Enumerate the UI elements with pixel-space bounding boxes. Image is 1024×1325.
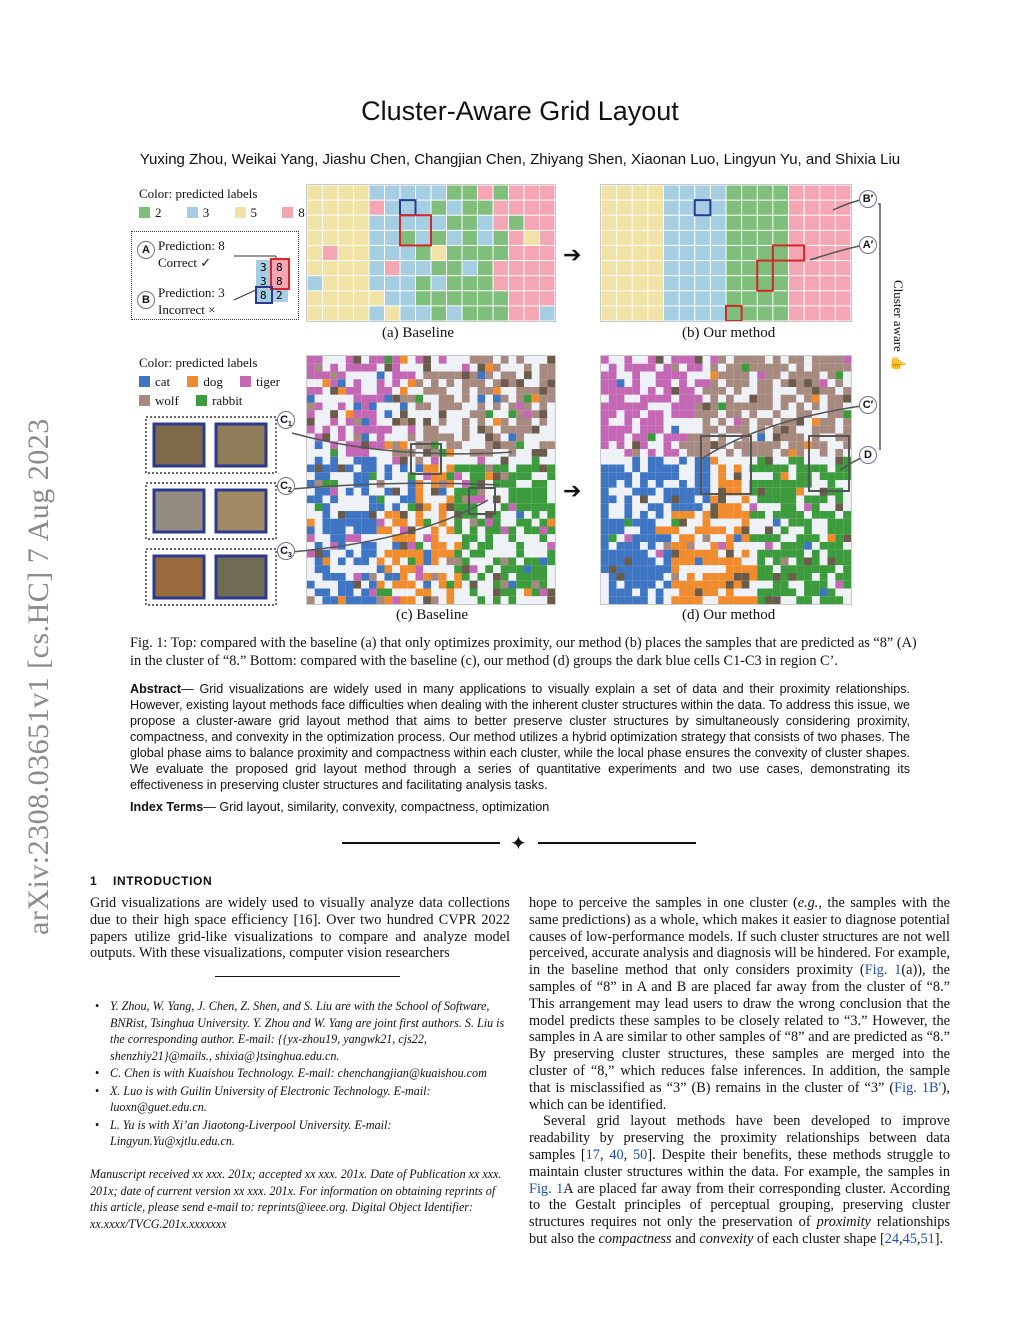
- diamond-ornament-icon: ✦: [510, 833, 527, 855]
- citation-link[interactable]: 45: [902, 1230, 917, 1247]
- label-a: (a) Baseline: [382, 325, 455, 341]
- swatch-icon: [139, 207, 150, 218]
- intro-left-column: Grid visualizations are widely used to visually analyze data collections due to their high space efficiency [16]. Over two hundred CVPR 2022 papers utilize grid-like visualizations to compare and analyze model outputs. With these visualizations, computer vision researchers: [90, 895, 510, 962]
- citation-link[interactable]: 24: [884, 1230, 900, 1247]
- author-list: Yuxing Zhou, Weikai Yang, Jiashu Chen, Changjian Chen, Zhiyang Shen, Xiaonan Luo, Lingyun Yu, and Shixia Liu: [139, 151, 901, 168]
- legend-item-cat: cat: [139, 374, 170, 389]
- label-c: (c) Baseline: [396, 607, 469, 623]
- swatch-icon: [196, 395, 207, 406]
- paragraph: hope to perceive the samples in one cluster (e.g., the samples with the same predictions) as a whole, which makes it easier to diagnose potential causes of low-performance models. If such cluster structures are not well perceived, accurate analysis and diagnosis will be hindered. For example, in the baseline method that only considers proximity (Fig. 1(a)), the samples of “8” in A and B are placed far away from the cluster of “8.” This arrangement may lead users to draw the wrong conclusion that the model predicts these samples to be closely related to “3.” However, the samples in A are similar to other samples of “8” and are predicted as “8.” By preserving cluster structures, these samples are merged into the cluster of “8,” which reduces false inferences. In addition, the sample that is misclassified as “3” (B) remains in the cluster of “3” (Fig. 1B′), which can be identified.: [529, 895, 950, 1113]
- marker-c3: $C_3$: [277, 542, 295, 560]
- section-heading: [90, 874, 212, 888]
- svg-text:3: 3: [260, 275, 267, 288]
- manuscript-note: Manuscript received xx xxx. 201x; accepted xx xxx. 201x. Date of Publication xx xxx. 201x; date of current version xx xxx. 201x. For information on obtaining reprints of this article, please send e-mail to: reprints@ieee.org. Digital Object Identifier: xx.xxxx/TVCG.201x.xxxxxxx: [90, 1167, 502, 1231]
- legend-item-wolf: wolf: [139, 393, 179, 408]
- legend-title: Color: predicted labels: [139, 186, 258, 201]
- section-title: INTRODUCTION: [113, 874, 213, 888]
- citation-link[interactable]: 51: [920, 1230, 935, 1247]
- swatch-icon: [187, 207, 198, 218]
- citation-link[interactable]: 17: [585, 1146, 600, 1163]
- divider-right: [538, 842, 696, 844]
- legend-item-5: 5: [235, 205, 258, 220]
- example-a-text: Prediction: 8 Correct ✓: [158, 238, 225, 270]
- legend-item-8: 8: [282, 205, 305, 220]
- marker-b-prime: B′: [859, 190, 877, 208]
- legend-item-dog: dog: [187, 374, 223, 389]
- connector-lines: [280, 180, 900, 620]
- abstract: [130, 681, 910, 793]
- marker-b: B: [137, 291, 155, 309]
- example-b-text: Prediction: 3 Incorrect ×: [158, 285, 225, 317]
- paper-title: Cluster-Aware Grid Layout: [361, 96, 679, 126]
- arxiv-stamp: arXiv:2308.03651v1 [cs.HC] 7 Aug 2023: [22, 418, 55, 935]
- svg-text:8: 8: [276, 275, 283, 288]
- marker-c-prime: C′: [859, 396, 877, 414]
- figure-caption: Fig. 1: Top: compared with the baseline (a) that only optimizes proximity, our method (b) places the samples that are predicted as “8” (A) in the cluster of “8.” Bottom: compared with the baseline (c), our method (d) groups the dark blue cells C1-C3 in region C’.: [130, 635, 917, 669]
- bottom-legend: [139, 354, 280, 409]
- label-b: (b) Our method: [682, 325, 776, 341]
- swatch-icon: [240, 376, 251, 387]
- marker-c1: $C_1$: [277, 411, 295, 429]
- abstract-text: — Grid visualizations are widely used in many applications to visually explain a set of data and their proximity relationships. However, existing layout methods face difficulties when dealing with the inherent cluster structures within the data. To address this issue, we propose a cluster-aware grid layout method that aims to better preserve cluster structures by simultaneously considering proximity, compactness, and convexity in the optimization process. Our method utilizes a hybrid optimization strategy that consists of two phases. The global phase aims to balance proximity and compactness within each cluster, while the local phase ensures the convexity of cluster shapes. We evaluate the proposed grid layout method through a series of quantitative experiments and two use cases, demonstrating its effectiveness in preserving cluster structures and facilitating analysis tasks.: [130, 682, 910, 792]
- divider-left: [342, 842, 500, 844]
- legend-item-2: 2: [139, 205, 162, 220]
- legend-item-rabbit: rabbit: [196, 393, 242, 408]
- swatch-icon: [139, 376, 150, 387]
- legend-item-tiger: tiger: [240, 374, 280, 389]
- label-d: (d) Our method: [682, 607, 776, 623]
- cluster-thumbnails: [144, 415, 294, 615]
- swatch-icon: [187, 376, 198, 387]
- footnote-item: • X. Luo is with Guilin University of Electronic Technology. E-mail: luoxn@guet.edu.cn.: [95, 1083, 431, 1114]
- svg-text:3: 3: [260, 261, 267, 274]
- marker-c2: $C_2$: [277, 477, 295, 495]
- citation-link[interactable]: 40: [609, 1146, 624, 1163]
- section-number: 1: [90, 874, 98, 888]
- abstract-label: Abstract: [130, 682, 182, 696]
- figure-link[interactable]: Fig. 1B′: [894, 1079, 942, 1096]
- side-label: Cluster aware 👍: [891, 280, 906, 372]
- marker-a-prime: A′: [859, 236, 877, 254]
- index-terms-label: Index Terms: [130, 800, 204, 814]
- svg-text:8: 8: [260, 289, 267, 302]
- legend-item-3: 3: [187, 205, 210, 220]
- svg-text:2: 2: [276, 289, 283, 302]
- arrow-right-icon: ➔: [563, 242, 582, 267]
- footnote-item: • C. Chen is with Kuaishou Technology. E-mail: chenchangjian@kuaishou.com: [95, 1066, 487, 1080]
- footnote-item: • Y. Zhou, W. Yang, J. Chen, Z. Shen, and S. Liu are with the School of Software, BNRist, Tsinghua University. Y. Zhou and W. Yang are joint first authors. S. Liu is the corresponding author. E-mail: {{yx-zhou19, yangwk21, cjs22, shenzhiy21}@mails., shixia@}tsinghua.edu.cn.: [95, 999, 505, 1063]
- footnote-rule: [215, 976, 400, 977]
- citation-link[interactable]: 50: [633, 1146, 648, 1163]
- index-terms-text: — Grid layout, similarity, convexity, compactness, optimization: [203, 800, 550, 814]
- swatch-icon: [139, 395, 150, 406]
- figure-link[interactable]: Fig. 1: [529, 1180, 564, 1197]
- index-terms: [130, 799, 910, 815]
- footnotes: [95, 998, 510, 1150]
- marker-d: D: [859, 446, 877, 464]
- figure-link[interactable]: Fig. 1: [864, 962, 902, 979]
- arrow-right-icon: ➔: [563, 478, 582, 503]
- legend-title: Color: predicted labels: [139, 355, 258, 370]
- intro-right-column: [529, 895, 950, 1248]
- paragraph: Several grid layout methods have been developed to improve readability by preserving the proximity relationships between data samples [17, 40, 50]. Despite their benefits, these methods struggle to maintain cluster structures within the data. For example, the samples in Fig. 1A are placed far away from their corresponding cluster. According to the Gestalt principles of perceptual grouping, preserving cluster structures requires not only the preservation of proximity relationships but also the compactness and convexity of each cluster shape [24,45,51].: [529, 1113, 951, 1247]
- thumbs-up-icon: 👍: [891, 355, 906, 372]
- footnote-item: • L. Yu is with Xi’an Jiaotong-Liverpool University. E-mail: Lingyun.Yu@xjtlu.edu.cn.: [95, 1117, 392, 1148]
- marker-a: A: [137, 241, 155, 259]
- svg-text:8: 8: [276, 261, 283, 274]
- swatch-icon: [235, 207, 246, 218]
